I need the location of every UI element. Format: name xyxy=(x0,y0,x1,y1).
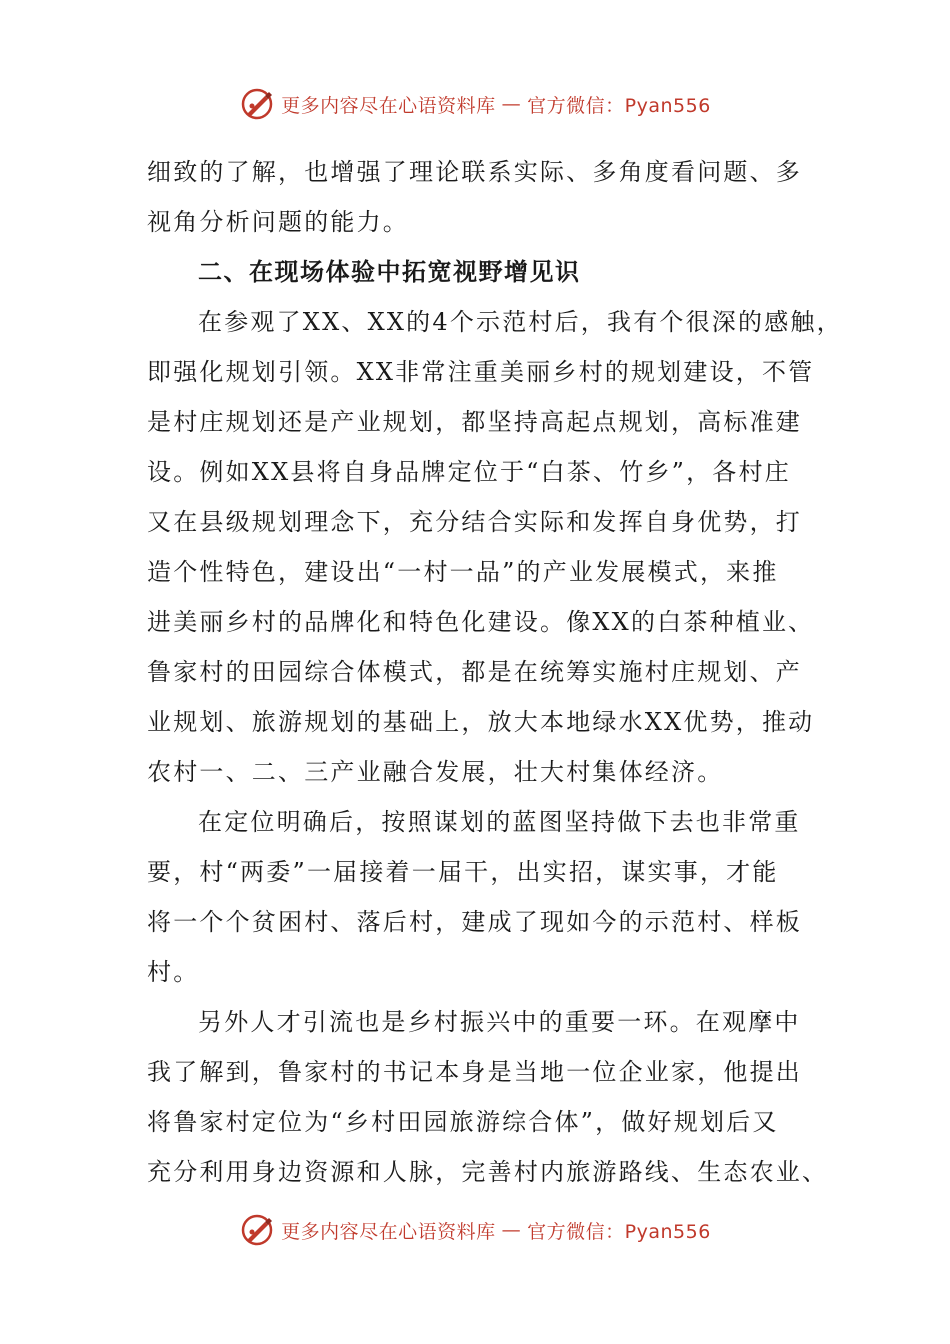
body-line: 视角分析问题的能力。 xyxy=(147,208,409,236)
body-line: 是村庄规划还是产业规划，都坚持高起点规划，高标准建 xyxy=(147,408,802,436)
body-line: 造个性特色，建设出“一村一品”的产业发展模式，来推 xyxy=(147,558,779,586)
body-line: 农村一、二、三产业融合发展，壮大村集体经济。 xyxy=(147,758,724,786)
paragraph-start-line: 在参观了XX、XX的4个示范村后，我有个很深的感触， xyxy=(198,308,843,336)
body-line: 鲁家村的田园综合体模式，都是在统筹实施村庄规划、产 xyxy=(147,658,802,686)
paragraph-start-line: 另外人才引流也是乡村振兴中的重要一环。在观摩中 xyxy=(198,1008,801,1036)
pen-logo-icon xyxy=(239,1212,275,1248)
section-heading: 二、在现场体验中拓宽视野增见识 xyxy=(198,258,581,286)
body-line: 将鲁家村定位为“乡村田园旅游综合体”，做好规划后又 xyxy=(147,1108,779,1136)
body-line: 细致的了解，也增强了理论联系实际、多角度看问题、多 xyxy=(147,158,802,186)
watermark-footer xyxy=(0,1210,950,1250)
body-line: 设。例如XX县将自身品牌定位于“白茶、竹乡”，各村庄 xyxy=(147,458,791,486)
watermark-wechat: 官方微信：Pyan556 xyxy=(527,1220,711,1243)
document-body xyxy=(147,147,843,1197)
body-line: 业规划、旅游规划的基础上，放大本地绿水XX优势，推动 xyxy=(147,708,815,736)
body-line: 将一个个贫困村、落后村，建成了现如今的示范村、样板 xyxy=(147,908,802,936)
body-line: 我了解到，鲁家村的书记本身是当地一位企业家，他提出 xyxy=(147,1058,802,1086)
watermark-header xyxy=(0,84,950,124)
watermark-separator: — xyxy=(501,93,522,115)
watermark-wechat: 官方微信：Pyan556 xyxy=(527,94,711,117)
body-line: 村。 xyxy=(147,958,200,986)
watermark-text: 更多内容尽在心语资料库 xyxy=(281,94,496,117)
body-line: 要，村“两委”一届接着一届干，出实招，谋实事，才能 xyxy=(147,858,779,886)
watermark-separator: — xyxy=(501,1219,522,1241)
pen-logo-icon xyxy=(239,86,275,122)
body-line: 充分利用身边资源和人脉，完善村内旅游路线、生态农业、 xyxy=(147,1158,829,1186)
body-line: 进美丽乡村的品牌化和特色化建设。像XX的白茶种植业、 xyxy=(147,608,815,636)
body-line: 又在县级规划理念下，充分结合实际和发挥自身优势，打 xyxy=(147,508,802,536)
paragraph-start-line: 在定位明确后，按照谋划的蓝图坚持做下去也非常重 xyxy=(198,808,801,836)
body-line: 即强化规划引领。XX非常注重美丽乡村的规划建设，不管 xyxy=(147,358,815,386)
watermark-text: 更多内容尽在心语资料库 xyxy=(281,1220,496,1243)
